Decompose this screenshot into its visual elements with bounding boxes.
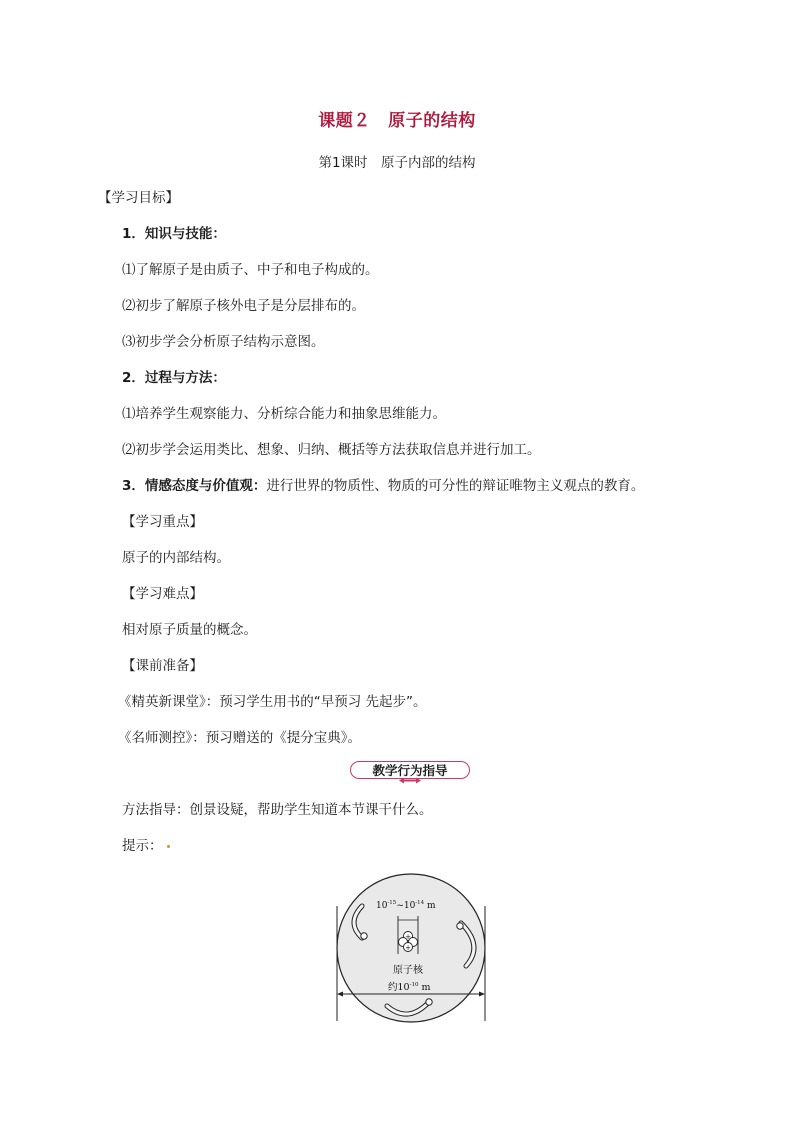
difficulty-heading: 【学习难点】: [122, 586, 203, 602]
arrow-left-head: [337, 992, 343, 997]
prep-heading: 【课前准备】: [122, 658, 203, 674]
nucleus-size-label: $10^{-15}\sim 10^{-14}$ m: [376, 900, 436, 911]
electron-bottom: [426, 999, 432, 1005]
page-title: 课题２ 原子的结构: [318, 111, 476, 131]
knowledge-item-1: ⑴了解原子是由质子、中子和电子构成的。: [122, 262, 379, 278]
process-heading: 2．过程与方法：: [122, 370, 226, 386]
banner-label: 教学行为指导: [350, 761, 470, 779]
hint-line: [122, 836, 170, 856]
svg-text:+: +: [405, 944, 411, 952]
atom-structure-diagram: [334, 868, 488, 1024]
key-heading: 【学习重点】: [122, 514, 203, 530]
knowledge-item-2: ⑵初步了解原子核外电子是分层排布的。: [122, 298, 365, 314]
electron-left: [361, 933, 367, 939]
prep-item-2: 《名师测控》：预习赠送的《提分宝典》。: [118, 730, 361, 746]
prep-item-1: 《精英新课堂》：预习学生用书的“早预习 先起步”。: [118, 694, 427, 710]
attitude-text: 进行世界的物质性、物质的可分性的辩证唯物主义观点的教育。: [266, 478, 645, 494]
knowledge-heading: 1．知识与技能：: [122, 226, 226, 242]
atom-size-label: 约$10^{-10}$ m: [388, 982, 431, 993]
objectives-heading: 【学习目标】: [98, 190, 179, 206]
attitude-line: [122, 476, 644, 496]
teaching-guide-banner: [350, 761, 470, 783]
dot-icon: [167, 845, 170, 848]
difficulty-text: 相对原子质量的概念。: [122, 622, 257, 638]
arrow-right-head: [479, 992, 485, 997]
knowledge-item-3: ⑶初步学会分析原子结构示意图。: [122, 334, 325, 350]
process-item-1: ⑴培养学生观察能力、分析综合能力和抽象思维能力。: [122, 406, 446, 422]
hint-text: 提示：: [122, 838, 163, 854]
double-arrow-icon: [399, 777, 421, 784]
page-subtitle: 第1课时 原子内部的结构: [318, 155, 476, 171]
key-text: 原子的内部结构。: [122, 550, 230, 566]
svg-text:+: +: [405, 933, 411, 941]
process-item-2: ⑵初步学会运用类比、想象、归纳、概括等方法获取信息并进行加工。: [122, 442, 541, 458]
attitude-prefix: 3．情感态度与价值观：: [122, 478, 267, 494]
nucleus-label: 原子核: [393, 965, 423, 976]
method-text: 方法指导：创景设疑，帮助学生知道本节课干什么。: [122, 802, 433, 818]
electron-right: [457, 923, 463, 929]
